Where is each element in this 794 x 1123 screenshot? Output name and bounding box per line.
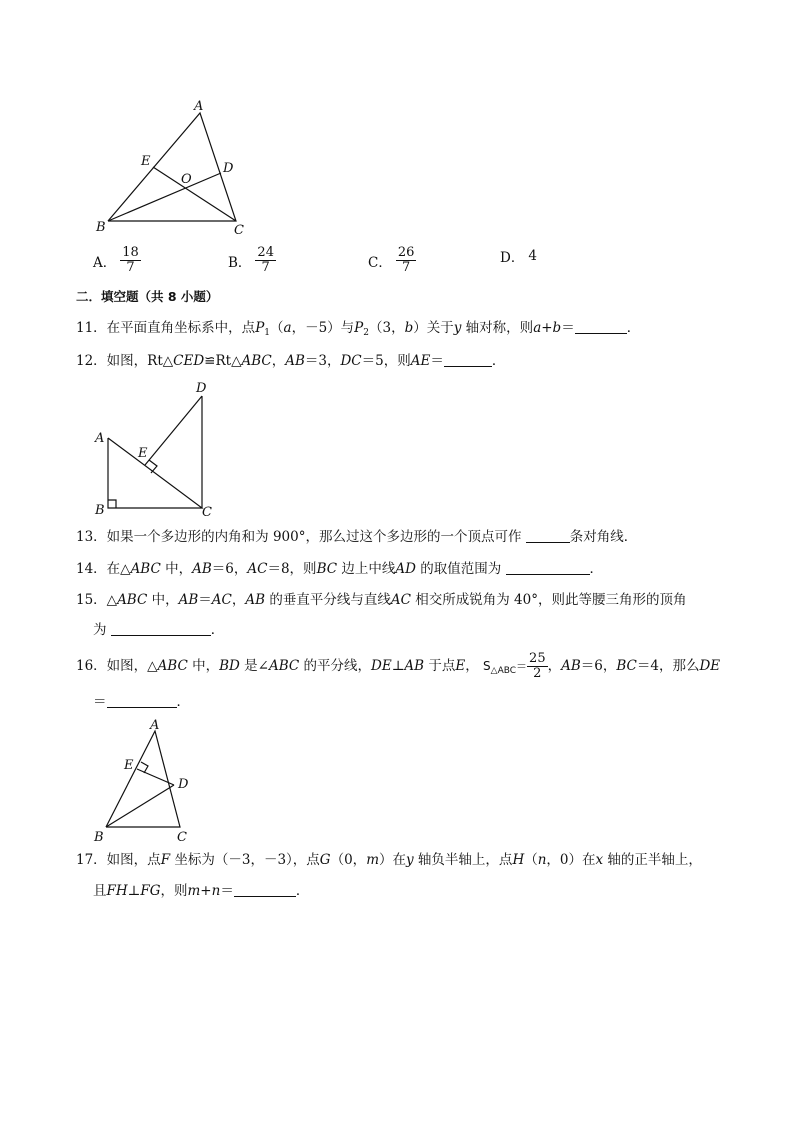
option-d[interactable]: D． 4 [500, 248, 537, 266]
answer-blank-12[interactable] [444, 354, 492, 367]
label-d: D [178, 777, 189, 792]
question-11: 11．在平面直角坐标系中，点$P_1(a$，－5）与$P_2(3$，b）关于y 轴对称，则a+b＝ ． [76, 320, 641, 338]
fraction: $\frac{26}{7}$ [397, 245, 415, 275]
fraction: $\frac{18}{7}$ [122, 245, 139, 275]
segment-de [145, 396, 202, 465]
label-a: A [150, 718, 160, 733]
answer-blank-11[interactable] [575, 321, 627, 334]
triangle-abc-outline [108, 113, 236, 221]
area-formula: $S_{\triangle ABC}$ [483, 659, 517, 676]
question-17: 17．如图，点F 坐标为（－3，－3），点G（0，m）在y 轴负半轴上，点H（n，0）在x 轴的正半轴上， [76, 852, 702, 868]
option-b[interactable]: B． $\frac{24}{7}$ [228, 245, 274, 275]
segment-de [137, 769, 174, 785]
label-b: B [95, 503, 105, 518]
fraction: $\frac{24}{7}$ [257, 245, 274, 275]
label-a: A [194, 99, 204, 114]
label-e: E [141, 154, 151, 169]
option-c[interactable]: C． $\frac{26}{7}$ [368, 245, 415, 275]
label-c: C [202, 505, 212, 518]
answer-blank-17[interactable] [234, 884, 296, 897]
section-heading: 二．填空题（共 8 小题） [76, 289, 219, 304]
label-d: D [196, 381, 207, 396]
label-d: D [223, 161, 234, 176]
question-16-cont: ＝ ． [93, 694, 190, 710]
segment-bd [108, 173, 221, 221]
option-a[interactable]: A． $\frac{18}{7}$ [93, 245, 139, 275]
answer-blank-15[interactable] [111, 623, 211, 636]
figure-triangle-abc-2 [88, 378, 218, 518]
figure-triangle-abc-1 [88, 95, 258, 240]
answer-blank-16[interactable] [107, 695, 177, 708]
label-c: C [177, 830, 187, 845]
label-a: A [95, 431, 105, 446]
answer-blank-14[interactable] [506, 562, 590, 575]
question-14: 14．在△ABC 中，AB＝6，AC＝8，则BC 边上中线AD 的取值范围为 ． [76, 561, 604, 577]
label-e: E [138, 446, 148, 461]
question-15-cont: 为 ． [93, 622, 225, 638]
question-17-cont: 且FH⊥FG，则m+n＝ ． [93, 883, 310, 899]
fraction: $\frac{25}{2}$ [529, 651, 546, 681]
answer-blank-13[interactable] [526, 530, 570, 543]
question-16: 16．如图，△ABC 中，BD 是∠ABC 的平分线，DE⊥AB 于点E， $S_{\triangle ABC}=$ $\frac{25}{2}$ ，AB＝6，BC＝4，那么DE [76, 651, 721, 681]
right-angle-b [108, 500, 116, 508]
label-o: O [181, 172, 192, 187]
right-angle-e [149, 460, 157, 473]
triangle-abc-outline [106, 731, 180, 827]
label-c: C [234, 223, 244, 238]
label-b: B [96, 220, 106, 235]
question-15: 15．△ABC 中，AB＝AC，AB 的垂直平分线与直线AC 相交所成锐角为 40°，则此等腰三角形的顶角 [76, 592, 687, 608]
question-12: 12．如图，Rt△CED≌Rt△ABC，AB＝3，DC＝5，则AE＝ ． [76, 353, 506, 369]
triangle-abc-outline [108, 438, 202, 508]
label-b: B [94, 830, 104, 845]
question-13: 13．如果一个多边形的内角和为 900°，那么过这个多边形的一个顶点可作 条对角线． [76, 529, 638, 545]
label-e: E [124, 758, 134, 773]
figure-triangle-abc-3 [88, 715, 208, 845]
